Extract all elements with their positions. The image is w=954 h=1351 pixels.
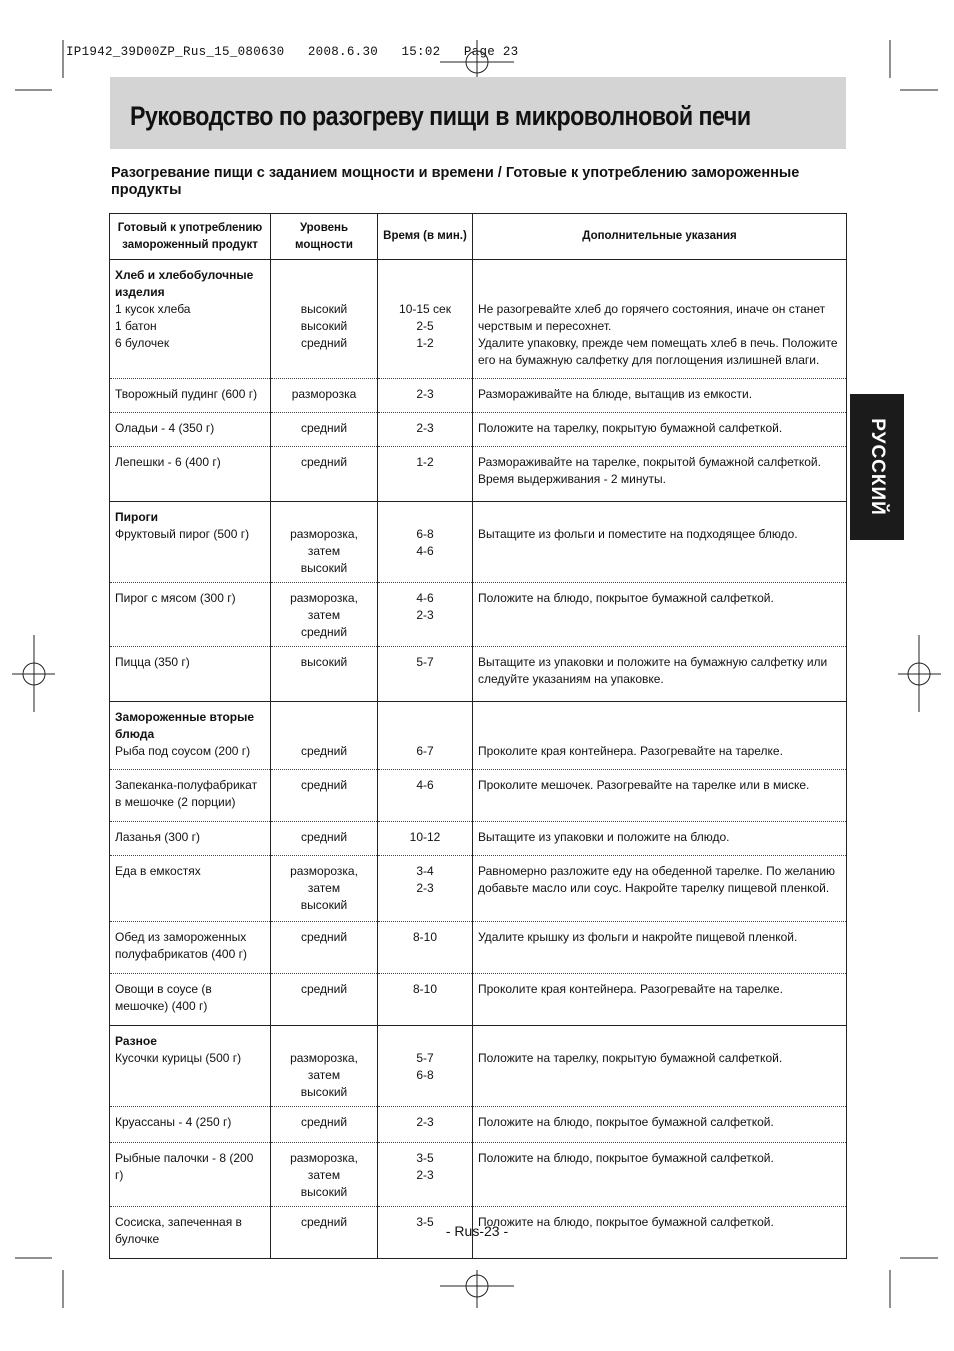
- cell-time: [378, 1143, 473, 1207]
- product-name: Оладьи - 4 (350 г): [115, 421, 215, 435]
- cell-time: [378, 583, 473, 647]
- product-name: Обед из замороженных полуфабрикатов (400 г): [115, 930, 247, 961]
- note-text: Вытащите из упаковки и положите на бумажную салфетку или следуйте указаниям на упаковке.: [478, 655, 828, 686]
- cell-product: [110, 260, 271, 379]
- cell-notes: [473, 974, 847, 1026]
- header-product: Готовый к употреблению замороженный продукт: [110, 214, 271, 260]
- time-value: 8-10: [412, 930, 438, 944]
- cell-power: [271, 1026, 378, 1107]
- cell-power: [271, 647, 378, 702]
- cell-power: [271, 822, 378, 856]
- note-text: Проколите края контейнера. Разогревайте на тарелке.: [478, 744, 783, 758]
- time-value: 8-10: [412, 982, 438, 996]
- cell-time: [378, 702, 473, 770]
- title-band: [110, 77, 846, 149]
- print-header: IP1942_39D00ZP_Rus_15_080630 2008.6.30 15:02 Page 23: [66, 45, 519, 59]
- time-value: 1-2: [416, 455, 434, 469]
- cell-notes: [473, 447, 847, 502]
- note-text: Не разогревайте хлеб до горячего состояния, иначе он станет черствым и пересохнет. Удалите упаковку, прежде чем помещать хлеб в печь. Положите его на бумажную салфетку для поглощения излишней влаги.: [478, 302, 838, 367]
- time-value: 6-7: [416, 744, 434, 758]
- product-name: Рыбные палочки - 8 (200 г): [115, 1151, 254, 1182]
- product-name: Рыба под соусом (200 г): [115, 744, 251, 758]
- note-text: Равномерно разложите еду на обеденной тарелке. По желанию добавьте масло или соус. Накройте тарелку пищевой пленкой.: [478, 864, 836, 895]
- table-row: [110, 647, 847, 702]
- power-level: средний: [300, 455, 348, 469]
- note-text: Положите на блюдо, покрытое бумажной салфеткой.: [478, 591, 774, 605]
- cell-notes: [473, 856, 847, 922]
- cell-product: [110, 447, 271, 502]
- power-level: средний: [300, 830, 348, 844]
- cell-power: [271, 974, 378, 1026]
- note-text: Положите на блюдо, покрытое бумажной салфеткой.: [478, 1151, 774, 1165]
- cell-notes: [473, 647, 847, 702]
- table-row: [110, 447, 847, 502]
- table-row: [110, 413, 847, 447]
- time-value: 10-15 сек 2-5 1-2: [399, 302, 451, 350]
- time-value: 3-5 2-3: [416, 1151, 434, 1182]
- time-value: 3-5: [416, 1215, 434, 1229]
- product-name: Круассаны - 4 (250 г): [115, 1115, 232, 1129]
- cell-time: [378, 260, 473, 379]
- cell-product: [110, 502, 271, 583]
- cell-notes: [473, 822, 847, 856]
- cell-time: [378, 413, 473, 447]
- note-text: Проколите края контейнера. Разогревайте на тарелке.: [478, 982, 783, 996]
- table-row: [110, 583, 847, 647]
- cell-product: [110, 1107, 271, 1143]
- cell-product: [110, 856, 271, 922]
- cell-time: [378, 856, 473, 922]
- time-value: 10-12: [409, 830, 441, 844]
- cell-notes: [473, 922, 847, 974]
- table-row: [110, 922, 847, 974]
- cell-power: [271, 770, 378, 822]
- cell-product: [110, 974, 271, 1026]
- cell-time: [378, 447, 473, 502]
- power-level: разморозка, затем высокий: [290, 1151, 358, 1199]
- power-level: высокий высокий средний: [300, 302, 348, 350]
- power-level: средний: [300, 930, 348, 944]
- cell-notes: [473, 1107, 847, 1143]
- cell-notes: [473, 1143, 847, 1207]
- power-level: средний: [300, 421, 348, 435]
- language-label: РУССКИЙ: [867, 418, 888, 516]
- power-level: средний: [300, 982, 348, 996]
- header-time: Время (в мин.): [378, 214, 473, 260]
- cell-power: [271, 260, 378, 379]
- cell-time: [378, 647, 473, 702]
- section-heading: Разогревание пищи с заданием мощности и времени / Готовые к употреблению замороженные продукты: [111, 165, 800, 198]
- product-name: Кусочки курицы (500 г): [115, 1051, 242, 1065]
- cell-product: [110, 583, 271, 647]
- power-level: средний: [300, 744, 348, 758]
- cell-notes: [473, 1026, 847, 1107]
- power-level: средний: [300, 1115, 348, 1129]
- table-row: [110, 770, 847, 822]
- note-text: Положите на тарелку, покрытую бумажной салфеткой.: [478, 421, 783, 435]
- page-number: - Rus-23 -: [445, 1223, 509, 1239]
- cell-notes: [473, 379, 847, 413]
- cell-product: [110, 702, 271, 770]
- cell-time: [378, 502, 473, 583]
- time-value: 4-6 2-3: [416, 591, 434, 622]
- group-row: [110, 1026, 847, 1107]
- group-row: [110, 260, 847, 379]
- power-level: разморозка: [291, 387, 357, 401]
- food-group-name: Замороженные вторые блюда: [115, 710, 255, 741]
- food-group-name: Хлеб и хлебобулочные изделия: [115, 268, 254, 299]
- cell-product: [110, 413, 271, 447]
- cell-time: [378, 974, 473, 1026]
- table-header-row: [110, 214, 847, 260]
- group-row: [110, 702, 847, 770]
- cell-time: [378, 922, 473, 974]
- cell-power: [271, 413, 378, 447]
- time-value: 2-3: [416, 1115, 434, 1129]
- note-text: Удалите крышку из фольги и накройте пищевой пленкой.: [478, 930, 798, 944]
- cell-product: [110, 379, 271, 413]
- food-group-name: Разное: [115, 1034, 157, 1048]
- cell-notes: [473, 583, 847, 647]
- cell-power: [271, 502, 378, 583]
- cell-notes: [473, 770, 847, 822]
- product-name: Творожный пудинг (600 г): [115, 387, 258, 401]
- cell-power: [271, 379, 378, 413]
- time-value: 5-7: [416, 655, 434, 669]
- product-name: Пицца (350 г): [115, 655, 190, 669]
- time-value: 5-7 6-8: [416, 1051, 434, 1082]
- note-text: Вытащите из фольги и поместите на подходящее блюдо.: [478, 527, 798, 541]
- note-text: Положите на блюдо, покрытое бумажной салфеткой.: [478, 1215, 774, 1229]
- cell-product: [110, 922, 271, 974]
- time-value: 2-3: [416, 387, 434, 401]
- table-row: [110, 379, 847, 413]
- product-name: Лазанья (300 г): [115, 830, 201, 844]
- cell-time: [378, 770, 473, 822]
- product-name: Пирог с мясом (300 г): [115, 591, 236, 605]
- note-text: Размораживайте на тарелке, покрытой бумажной салфеткой. Время выдерживания - 2 минуты.: [478, 455, 821, 486]
- table-body: [110, 260, 847, 1259]
- time-value: 6-8 4-6: [416, 527, 434, 558]
- table-row: [110, 1143, 847, 1207]
- power-level: средний: [300, 1215, 348, 1229]
- cell-time: [378, 1026, 473, 1107]
- cell-power: [271, 583, 378, 647]
- table-row: [110, 1107, 847, 1143]
- note-text: Проколите мешочек. Разогревайте на тарелке или в миске.: [478, 778, 810, 792]
- product-name: Фруктовый пирог (500 г): [115, 527, 250, 541]
- cell-product: [110, 822, 271, 856]
- product-name: Овощи в соусе (в мешочке) (400 г): [115, 982, 212, 1013]
- cell-product: [110, 770, 271, 822]
- note-text: Вытащите из упаковки и положите на блюдо.: [478, 830, 730, 844]
- power-level: разморозка, затем высокий: [290, 864, 358, 912]
- page-title: Руководство по разогреву пищи в микроволновой печи: [130, 101, 751, 131]
- product-name: Сосиска, запеченная в булочке: [115, 1215, 242, 1246]
- product-name: Лепешки - 6 (400 г): [115, 455, 221, 469]
- power-level: разморозка, затем высокий: [290, 1051, 358, 1099]
- cell-power: [271, 1107, 378, 1143]
- note-text: Размораживайте на блюде, вытащив из емкости.: [478, 387, 753, 401]
- time-value: 3-4 2-3: [416, 864, 434, 895]
- cell-notes: [473, 413, 847, 447]
- cell-power: [271, 702, 378, 770]
- header-notes: Дополнительные указания: [473, 214, 847, 260]
- time-value: 4-6: [416, 778, 434, 792]
- product-name: Запеканка-полуфабрикат в мешочке (2 порции): [115, 778, 258, 809]
- language-side-tab: [850, 394, 904, 540]
- product-name: 1 кусок хлеба 1 батон 6 булочек: [115, 302, 191, 350]
- cell-time: [378, 822, 473, 856]
- cell-power: [271, 447, 378, 502]
- group-row: [110, 502, 847, 583]
- note-text: Положите на тарелку, покрытую бумажной салфеткой.: [478, 1051, 783, 1065]
- cell-power: [271, 856, 378, 922]
- table-row: [110, 974, 847, 1026]
- power-level: разморозка, затем средний: [290, 591, 358, 639]
- table-row: [110, 856, 847, 922]
- food-group-name: Пироги: [115, 510, 159, 524]
- cell-notes: [473, 260, 847, 379]
- cell-product: [110, 1026, 271, 1107]
- header-power: Уровень мощности: [271, 214, 378, 260]
- cell-time: [378, 1107, 473, 1143]
- power-level: высокий: [300, 655, 348, 669]
- cell-product: [110, 647, 271, 702]
- power-level: разморозка, затем высокий: [290, 527, 358, 575]
- cell-time: [378, 379, 473, 413]
- cell-power: [271, 922, 378, 974]
- power-level: средний: [300, 778, 348, 792]
- product-name: Еда в емкостях: [115, 864, 201, 878]
- time-value: 2-3: [416, 421, 434, 435]
- cell-power: [271, 1143, 378, 1207]
- cell-notes: [473, 702, 847, 770]
- cell-product: [110, 1143, 271, 1207]
- reheating-table: [109, 213, 847, 1259]
- table-row: [110, 822, 847, 856]
- cell-notes: [473, 502, 847, 583]
- note-text: Положите на блюдо, покрытое бумажной салфеткой.: [478, 1115, 774, 1129]
